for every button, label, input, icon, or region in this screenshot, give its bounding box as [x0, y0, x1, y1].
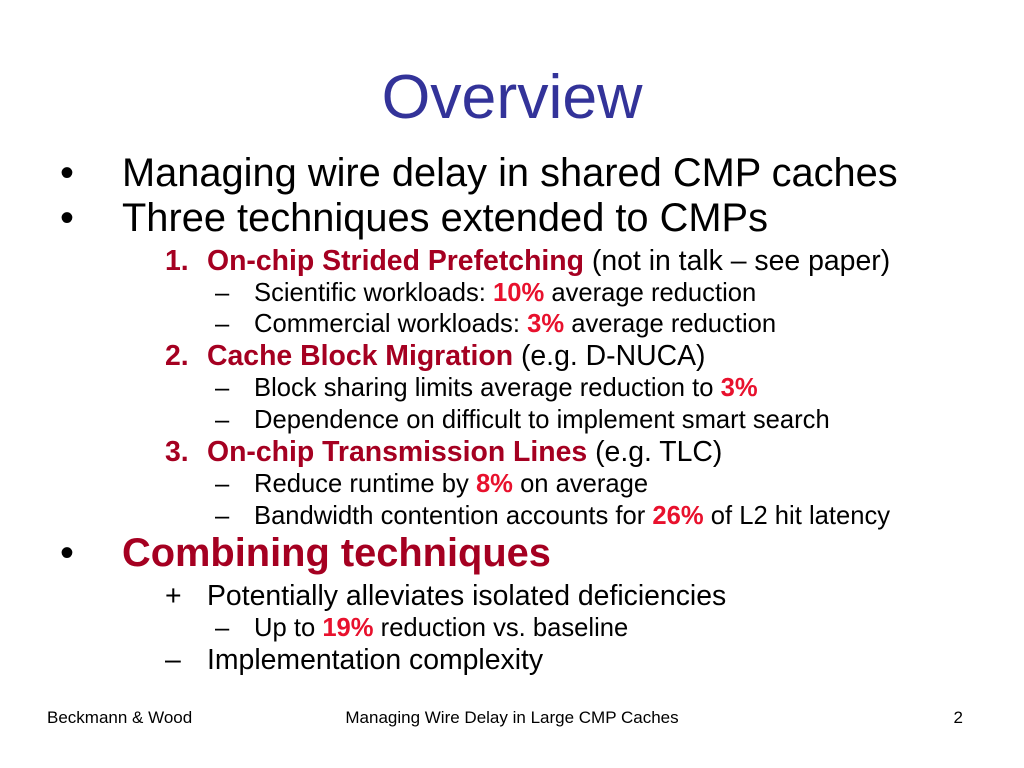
- bullet-text: Managing wire delay in shared CMP caches: [122, 151, 898, 195]
- page-number: 2: [953, 708, 963, 727]
- item-note: (e.g. TLC): [595, 436, 723, 468]
- sub-item-text: [254, 278, 756, 308]
- sub-item-text: [254, 469, 648, 499]
- sub-item-lead: Commercial workloads:: [254, 310, 520, 338]
- item-heading: On-chip Strided Prefetching: [207, 245, 584, 277]
- bullet-item: [0, 530, 1024, 576]
- sub-item-text: [254, 501, 890, 531]
- dash-marker: –: [215, 502, 230, 530]
- numbered-item: [0, 340, 1024, 372]
- sub-item: [0, 278, 1024, 308]
- numbered-item-text: [207, 245, 890, 277]
- sub-item-tail: on average: [520, 470, 649, 498]
- item-heading: Cache Block Migration: [207, 340, 514, 372]
- dash-marker: –: [215, 470, 230, 498]
- highlight-value: 26%: [652, 502, 704, 530]
- sub-item-lead: Block sharing limits average reduction to: [254, 374, 714, 402]
- sub-item: [0, 501, 1024, 531]
- plus-marker: +: [165, 580, 182, 612]
- item-note: (e.g. D-NUCA): [520, 340, 706, 372]
- highlight-value: 3%: [720, 374, 758, 402]
- sub-item-lead: Reduce runtime by: [254, 470, 469, 498]
- dash-marker: –: [215, 614, 230, 642]
- pro-item: [0, 580, 1024, 612]
- dash-marker: –: [215, 310, 230, 338]
- dash-marker: –: [215, 279, 230, 307]
- pro-item-text: Potentially alleviates isolated deficiencies: [207, 580, 727, 612]
- bullet-item: [0, 150, 1024, 196]
- sub-item-text: [254, 309, 776, 339]
- bullet-marker: •: [60, 531, 74, 575]
- highlight-value: 8%: [475, 470, 513, 498]
- item-note: (not in talk – see paper): [591, 245, 891, 277]
- numbered-item: [0, 245, 1024, 277]
- sub-item-lead: Up to: [254, 614, 316, 642]
- sub-item: [0, 405, 1024, 435]
- sub-item-tail: average reduction: [571, 310, 777, 338]
- numbered-item-text: [207, 436, 722, 468]
- sub-item-text: [254, 613, 628, 643]
- dash-marker: –: [215, 406, 230, 434]
- sub-item: [0, 469, 1024, 499]
- highlight-value: 10%: [492, 279, 545, 307]
- numbered-item: [0, 436, 1024, 468]
- sub-item-lead: Bandwidth contention accounts for: [254, 502, 646, 530]
- sub-item-lead: Scientific workloads:: [254, 279, 486, 307]
- sub-item: [0, 309, 1024, 339]
- slide-title: Overview: [381, 62, 643, 132]
- bullet-marker: •: [60, 151, 74, 195]
- item-heading: On-chip Transmission Lines: [207, 436, 588, 468]
- minus-marker: –: [165, 644, 181, 676]
- con-item: [0, 644, 1024, 676]
- sub-item-tail: average reduction: [551, 279, 757, 307]
- bullet-text: Three techniques extended to CMPs: [122, 196, 768, 240]
- footer-talk-title: Managing Wire Delay in Large CMP Caches: [345, 708, 679, 727]
- bullet-marker: •: [60, 196, 74, 240]
- sub-item: [0, 373, 1024, 403]
- number-marker: 1.: [165, 245, 189, 277]
- bullet-heading: Combining techniques: [122, 531, 551, 575]
- numbered-item-text: [207, 340, 706, 372]
- highlight-value: 3%: [527, 310, 565, 338]
- number-marker: 2.: [165, 340, 189, 372]
- con-item-text: Implementation complexity: [207, 644, 544, 676]
- highlight-value: 19%: [322, 614, 374, 642]
- sub-item-tail: reduction vs. baseline: [380, 614, 629, 642]
- sub-item-tail: of L2 hit latency: [710, 502, 891, 530]
- sub-item-text: Dependence on difficult to implement smart search: [254, 406, 830, 434]
- sub-item: [0, 613, 1024, 643]
- sub-item-text: [254, 373, 758, 403]
- dash-marker: –: [215, 374, 230, 402]
- number-marker: 3.: [165, 436, 189, 468]
- footer-authors: Beckmann & Wood: [47, 708, 193, 727]
- bullet-item: [0, 195, 1024, 241]
